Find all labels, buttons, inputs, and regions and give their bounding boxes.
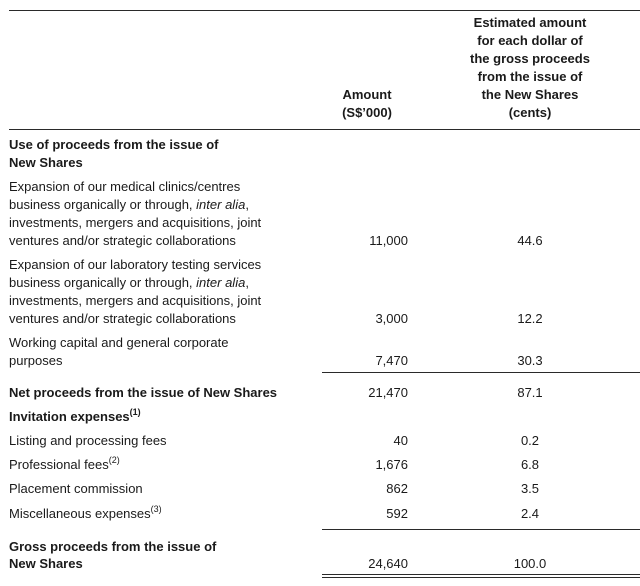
medical-row-cents: 44.6: [517, 233, 543, 248]
gross-proceeds-cents: 100.0: [513, 556, 547, 571]
section-heading-line1: Use of proceeds from the issue of: [9, 137, 219, 152]
lab-row-line3: investments, mergers and acquisitions, joint: [9, 293, 262, 308]
gross-double-rule-1: [322, 574, 640, 575]
professional-fees-cents: 6.8: [520, 457, 540, 472]
net-proceeds-cents: 87.1: [517, 385, 543, 400]
subtotal-rule: [322, 372, 640, 373]
listing-fees-amount: 40: [393, 433, 408, 448]
expenses-total-rule: [322, 529, 640, 530]
professional-fees-label: Professional fees$^{(2)}$: [9, 454, 120, 472]
misc-expenses-cents: 2.4: [520, 506, 540, 521]
wc-row-line1: Working capital and general corporate: [9, 335, 229, 350]
header-estimated-line5: the New Shares: [481, 87, 579, 102]
professional-fees-amount: 1,676: [375, 457, 408, 472]
top-rule: [9, 10, 640, 11]
listing-fees-cents: 0.2: [520, 433, 540, 448]
placement-commission-cents: 3.5: [520, 481, 540, 496]
placement-commission-label: Placement commission: [9, 481, 143, 496]
header-amount-line2: (S$’000): [342, 105, 392, 120]
gross-proceeds-amount: 24,640: [368, 556, 408, 571]
wc-row-cents: 30.3: [517, 353, 543, 368]
header-estimated-line6: (cents): [508, 105, 552, 120]
header-amount-line1: Amount: [342, 87, 392, 102]
misc-expenses-label: Miscellaneous expenses$^{(3)}$: [9, 503, 162, 521]
gross-double-rule-2: [322, 577, 640, 578]
header-estimated-line1: Estimated amount: [473, 15, 587, 30]
lab-row-line4: ventures and/or strategic collaborations: [9, 311, 236, 326]
misc-expenses-amount: 592: [386, 506, 408, 521]
header-rule: [9, 129, 640, 130]
medical-row-line2: business organically or through, inter alia,: [9, 197, 249, 212]
gross-proceeds-line1: Gross proceeds from the issue of: [9, 539, 217, 554]
footnote-1: (1): [129, 406, 141, 417]
footnote-3: (3): [150, 503, 162, 514]
medical-row-line4: ventures and/or strategic collaborations: [9, 233, 236, 248]
wc-row-amount: 7,470: [375, 353, 408, 368]
listing-fees-label: Listing and processing fees: [9, 433, 167, 448]
lab-row-line1: Expansion of our laboratory testing services: [9, 257, 262, 272]
footnote-2: (2): [108, 454, 120, 465]
invitation-expenses-label: Invitation expenses$^{(1)}$: [9, 406, 141, 424]
section-heading-line2: New Shares: [9, 155, 83, 170]
lab-row-amount: 3,000: [375, 311, 408, 326]
header-estimated-line4: from the issue of: [477, 69, 583, 84]
header-estimated-line2: for each dollar of: [477, 33, 583, 48]
net-proceeds-label: Net proceeds from the issue of New Shares: [9, 385, 278, 400]
wc-row-line2: purposes: [9, 353, 63, 368]
gross-proceeds-line2: New Shares: [9, 556, 83, 571]
medical-row-amount: 11,000: [369, 233, 408, 248]
net-proceeds-amount: 21,470: [368, 385, 408, 400]
lab-row-cents: 12.2: [517, 311, 543, 326]
header-estimated-line3: the gross proceeds: [470, 51, 590, 66]
medical-row-line3: investments, mergers and acquisitions, joint: [9, 215, 262, 230]
medical-row-line1: Expansion of our medical clinics/centres: [9, 179, 241, 194]
placement-commission-amount: 862: [386, 481, 408, 496]
lab-row-line2: business organically or through, inter alia,: [9, 275, 249, 290]
